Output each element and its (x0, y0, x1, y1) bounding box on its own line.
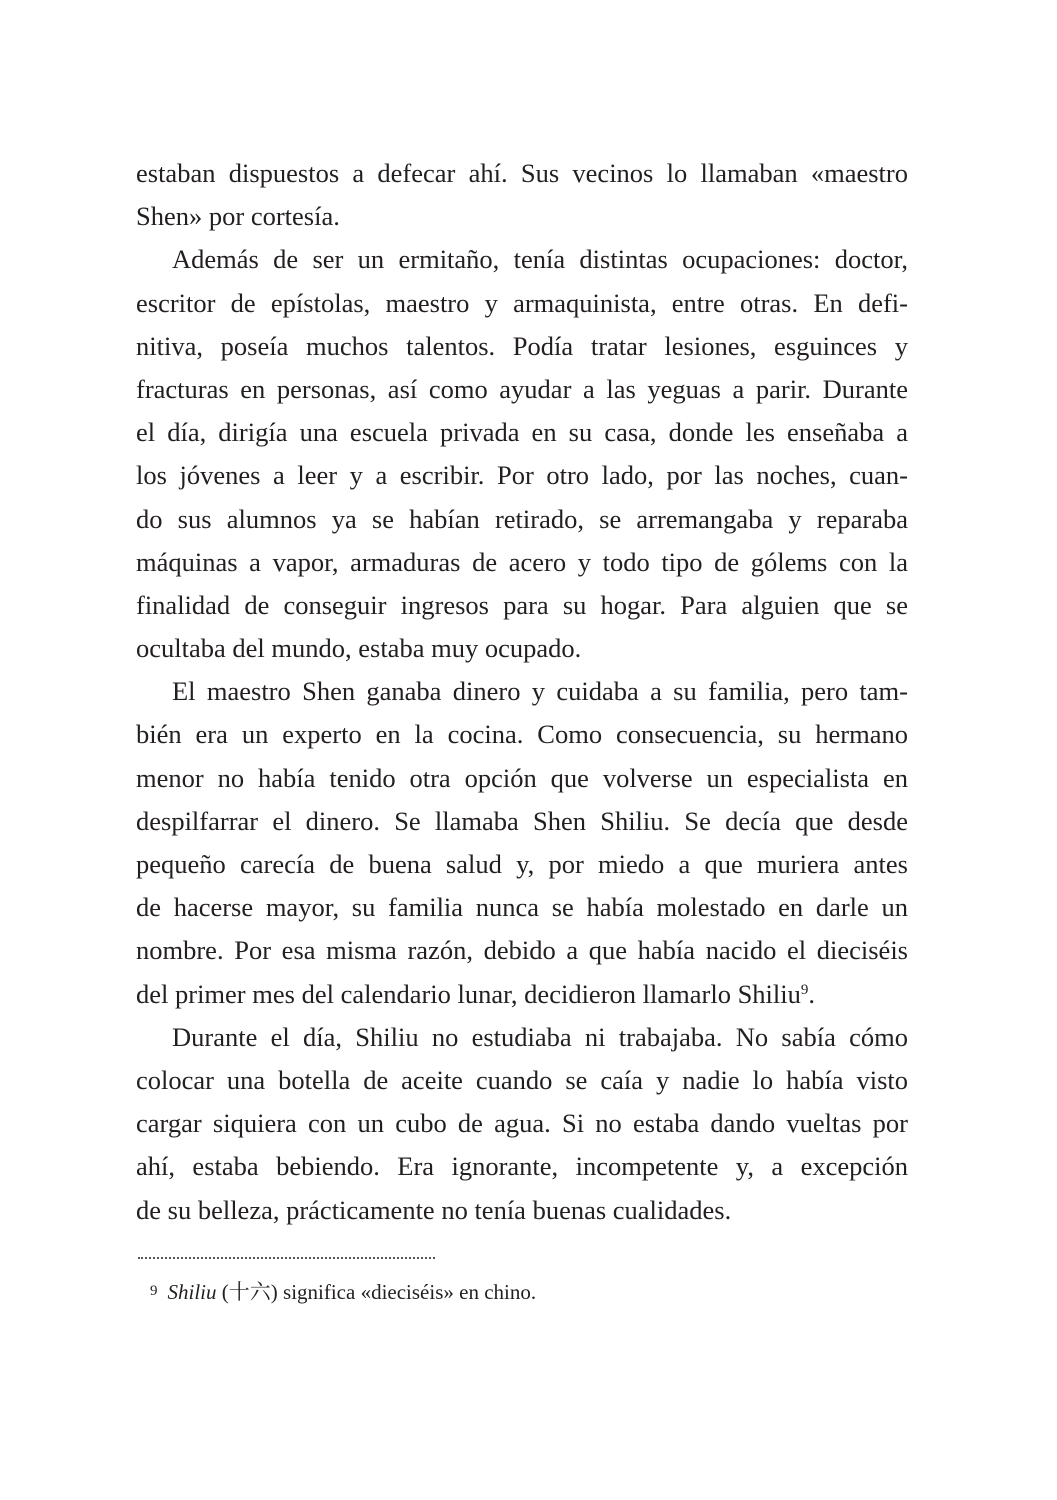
text-line: el día, dirigía una escuela privada en su casa, donde les enseñaba a (136, 417, 908, 448)
text-line: do sus alumnos ya se habían retirado, se arremangaba y reparaba (136, 503, 908, 534)
text-line: despilfarrar el dinero. Se llamaba Shen Shiliu. Se decía que desde (136, 805, 908, 836)
text-line: colocar una botella de aceite cuando se caía y nadie lo había visto (136, 1064, 908, 1095)
footnote-reference[interactable]: 9 (800, 981, 809, 998)
text-line: bién era un experto en la cocina. Como consecuencia, su hermano (136, 719, 908, 750)
text-line: nombre. Por esa misma razón, debido a que había nacido el dieciséis (136, 935, 908, 966)
text-line: cargar siquiera con un cubo de agua. Si no estaba dando vueltas por (136, 1108, 908, 1139)
paragraph (136, 670, 908, 1016)
text-line: del primer mes del calendario lunar, decidieron llamarlo Shiliu$^9$. (136, 978, 816, 1009)
text-line: los jóvenes a leer y a escribir. Por otro lado, por las noches, cuan- (136, 460, 908, 491)
text-line: Durante el día, Shiliu no estudiaba ni trabajaba. No sabía cómo (172, 1021, 908, 1052)
footnote-number: 9 (150, 1283, 158, 1299)
text-line: pequeño carecía de buena salud y, por miedo a que muriera antes (136, 849, 908, 879)
text-line: máquinas a vapor, armaduras de acero y todo tipo de gólems con la (136, 546, 908, 577)
text-line: de su belleza, prácticamente no tenía buenas cualidades. (136, 1194, 732, 1225)
text-line: estaban dispuestos a defecar ahí. Sus vecinos lo llamaban «maestro (136, 158, 908, 188)
footnote-chinese: (十六) (221, 1280, 278, 1304)
text-line: Shen» por cortesía. (136, 201, 340, 232)
footnote (150, 1276, 536, 1306)
text-line: Además de ser un ermitaño, tenía distintas ocupaciones: doctor, (172, 244, 908, 275)
text-line: menor no había tenido otra opción que volverse un especialista en (136, 762, 908, 793)
text-line: ocultaba del mundo, estaba muy ocupado. (136, 633, 582, 664)
text-line: escritor de epístolas, maestro y armaquinista, entre otras. En defi- (136, 287, 908, 318)
body-text (136, 152, 908, 1232)
paragraph (136, 152, 908, 238)
text-line: fracturas en personas, así como ayudar a las yeguas a parir. Durante (136, 373, 908, 404)
text-line: nitiva, poseía muchos talentos. Podía tratar lesiones, esguinces y (136, 330, 908, 361)
footnote-term: Shiliu (167, 1280, 217, 1304)
text-line: de hacerse mayor, su familia nunca se había molestado en darle un (136, 892, 908, 923)
footnote-text: significa «dieciséis» en chino. (277, 1280, 537, 1304)
paragraph (136, 1016, 908, 1232)
text-line: finalidad de conseguir ingresos para su hogar. Para alguien que se (136, 589, 908, 620)
footnote-separator (138, 1257, 435, 1259)
text-line: El maestro Shen ganaba dinero y cuidaba a su familia, pero tam- (172, 676, 908, 707)
paragraph (136, 238, 908, 670)
text-line: ahí, estaba bebiendo. Era ignorante, incompetente y, a excepción (136, 1151, 908, 1182)
